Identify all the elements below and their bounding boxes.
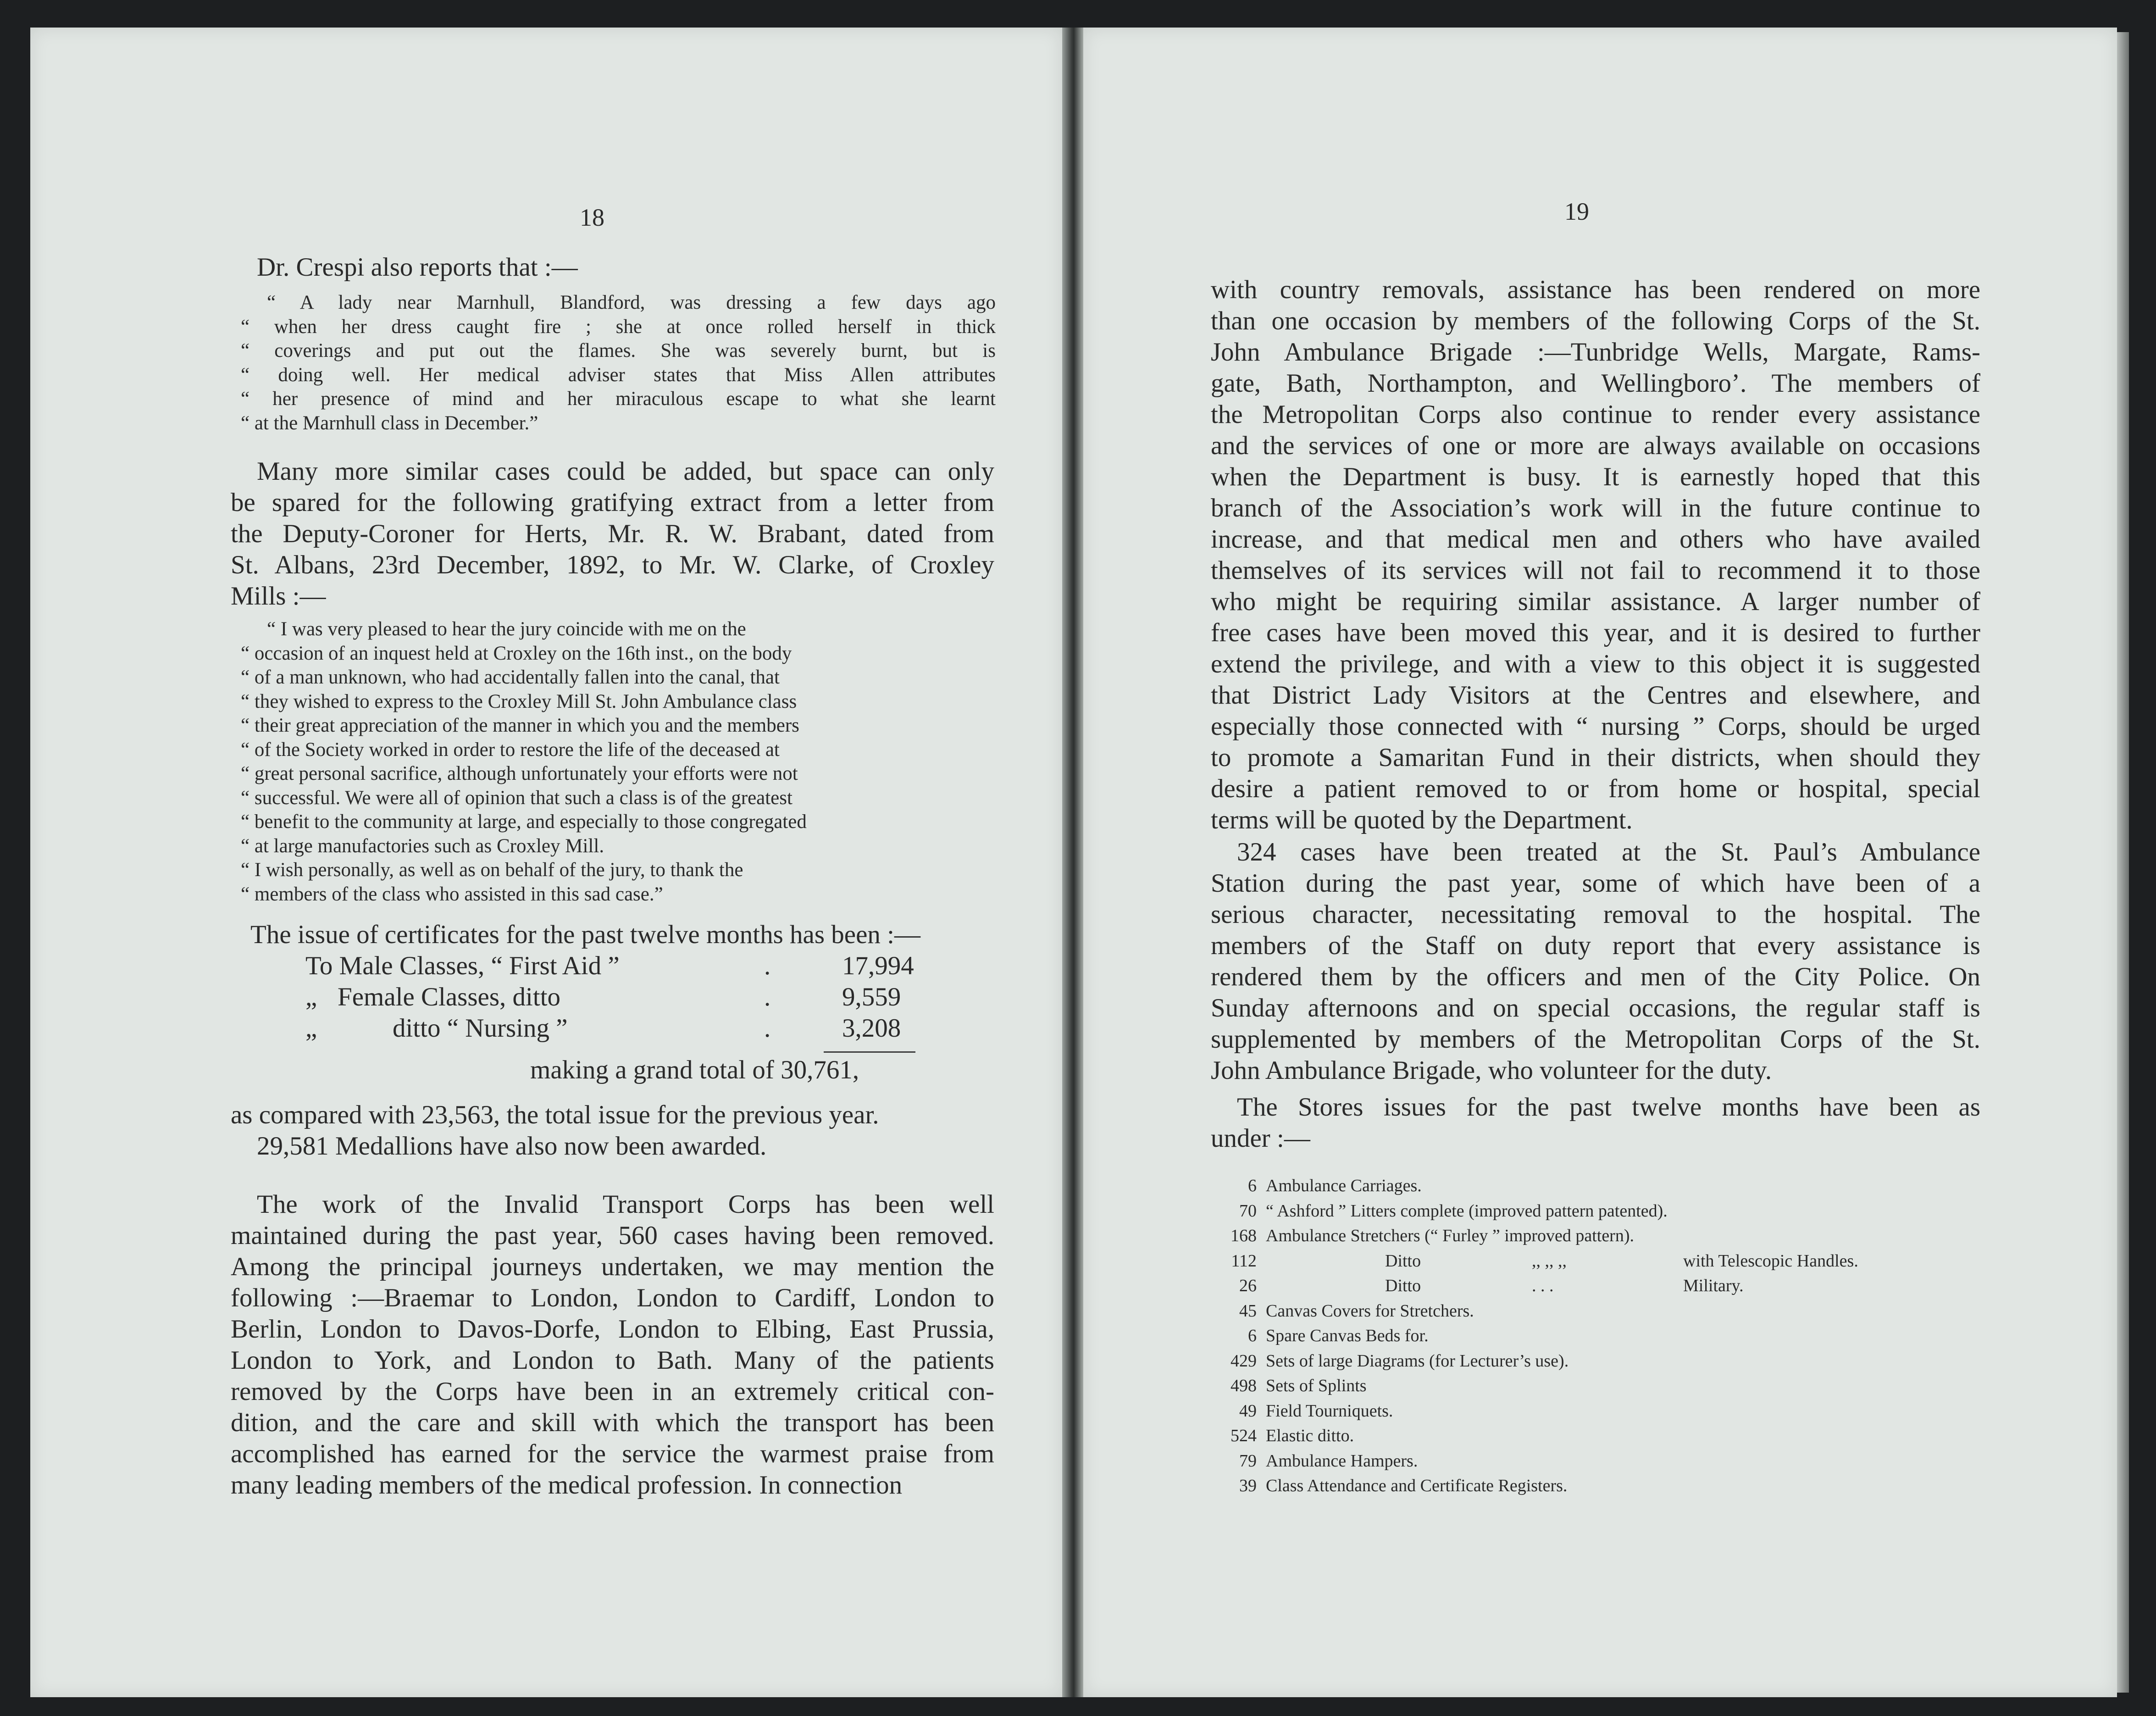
text-line: Sunday afternoons and on special occasions, the regular staff is — [1211, 994, 1980, 1022]
text-line: John Ambulance Brigade, who volunteer for the duty. — [1211, 1056, 1772, 1085]
row-value: 17,994 — [842, 951, 914, 980]
paragraph — [1211, 837, 1980, 1086]
stores-item — [1211, 1299, 1990, 1324]
stores-label: Sets of Splints — [1266, 1376, 1367, 1395]
text-line: Mills :— — [231, 582, 326, 611]
stores-label: Elastic ditto. — [1266, 1426, 1354, 1445]
text-line: when the Department is busy. It is earnestly hoped that this — [1211, 462, 1980, 491]
stores-note: with Telescopic Handles. — [1683, 1251, 1858, 1271]
stores-item — [1211, 1423, 1990, 1449]
text-line: “ at the Marnhull class in December.” — [241, 412, 538, 434]
text-line: increase, and that medical men and others who have availed — [1211, 525, 1980, 554]
text-line: than one occasion by members of the following Corps of the St. — [1211, 306, 1980, 335]
stores-item — [1211, 1473, 1990, 1499]
text-line: gate, Bath, Northampton, and Wellingboro’. The members of — [1211, 369, 1980, 398]
stores-qty: 79 — [1239, 1451, 1257, 1471]
medallions — [257, 1131, 766, 1162]
paragraph — [1211, 274, 1980, 836]
page-number: 19 — [1564, 198, 1589, 225]
stores-label: “ Ashford ” Litters complete (improved pattern patented). — [1266, 1201, 1668, 1221]
text-line: be spared for the following gratifying extract from a letter from — [231, 488, 994, 517]
text-line: dition, and the care and skill with which the transport has been — [231, 1408, 994, 1437]
text-line: 29,581 Medallions have also now been awarded. — [257, 1132, 767, 1161]
stores-qty: 6 — [1248, 1176, 1257, 1195]
certificate-row — [305, 950, 948, 982]
text-line: “ benefit to the community at large, and especially to those congregated — [241, 811, 807, 833]
comparison — [231, 1100, 879, 1131]
stores-label: Ditto — [1385, 1276, 1421, 1295]
text-line: Among the principal journeys undertaken, we may mention the — [231, 1252, 994, 1281]
ditto-marks: . . . — [1532, 1276, 1554, 1295]
stores-label: Ambulance Carriages. — [1266, 1176, 1422, 1195]
text-line: “ members of the class who assisted in this sad case.” — [241, 883, 663, 905]
row-value: 9,559 — [842, 983, 901, 1011]
stores-qty: 70 — [1239, 1201, 1257, 1221]
text-line: Dr. Crespi also reports that :— — [257, 253, 578, 282]
text-line: and the services of one or more are always available on occasions — [1211, 431, 1980, 460]
text-line: free cases have been moved this year, and it is desired to further — [1211, 618, 1980, 647]
ditto-marks: ,, ,, ,, — [1532, 1251, 1567, 1271]
paragraph — [231, 456, 994, 612]
text-line: making a grand total of 30,761, — [530, 1055, 859, 1084]
stores-qty: 112 — [1231, 1251, 1257, 1271]
page-number: 18 — [580, 204, 604, 231]
certificate-row — [305, 1013, 948, 1044]
stores-label: Class Attendance and Certificate Registers. — [1266, 1476, 1568, 1495]
stores-qty: 429 — [1230, 1351, 1257, 1371]
text-line: “ of the Society worked in order to restore the life of the deceased at — [241, 739, 780, 761]
certificates-intro — [250, 919, 920, 950]
stores-label: Sets of large Diagrams (for Lecturer’s use). — [1266, 1351, 1569, 1371]
text-line: supplemented by members of the Metropolitan Corps of the St. — [1211, 1025, 1980, 1054]
certificate-row — [305, 982, 948, 1013]
text-line: members of the Staff on duty report that every assistance is — [1211, 931, 1980, 960]
stores-intro — [1211, 1092, 1980, 1154]
stores-note: Military. — [1683, 1276, 1744, 1295]
text-line: “ successful. We were all of opinion that such a class is of the greatest — [241, 787, 793, 809]
stores-qty: 39 — [1239, 1476, 1257, 1495]
stores-item — [1211, 1199, 1990, 1224]
stores-list — [1211, 1173, 1990, 1499]
text-line: with country removals, assistance has been rendered on more — [1211, 275, 1980, 304]
text-line: as compared with 23,563, the total issue for the previous year. — [231, 1100, 879, 1129]
text-line: “ when her dress caught fire ; she at once rolled herself in thick — [241, 316, 996, 338]
stores-label: Ditto — [1385, 1251, 1421, 1271]
stores-qty: 26 — [1239, 1276, 1257, 1295]
stores-label: Ambulance Hampers. — [1266, 1451, 1418, 1471]
stores-label: Field Tourniquets. — [1266, 1401, 1393, 1421]
paragraph — [231, 1189, 994, 1501]
grand-total — [530, 1055, 859, 1086]
stores-item — [1211, 1349, 1990, 1374]
text-line: The issue of certificates for the past twelve months has been :— — [250, 920, 920, 949]
right-page — [1083, 28, 2117, 1697]
stores-item — [1211, 1323, 1990, 1349]
text-line: “ I was very pleased to hear the jury coincide with me on the — [267, 618, 746, 640]
stores-qty: 49 — [1239, 1401, 1257, 1421]
row-label: Female Classes, ditto — [338, 983, 561, 1011]
stores-item — [1211, 1273, 1990, 1299]
stores-qty: 45 — [1239, 1301, 1257, 1321]
intro-line — [257, 252, 578, 283]
text-line: accomplished has earned for the service the warmest praise from — [231, 1439, 994, 1468]
stores-qty: 524 — [1230, 1426, 1257, 1445]
text-line: following :—Braemar to London, London to Cardiff, London to — [231, 1283, 994, 1312]
stores-qty: 6 — [1248, 1326, 1257, 1345]
text-line: London to York, and London to Bath. Many of the patients — [231, 1346, 994, 1375]
row-prefix: „ — [305, 1014, 317, 1043]
stores-label: Spare Canvas Beds for. — [1266, 1326, 1429, 1345]
text-line: the Deputy-Coroner for Herts, Mr. R. W. Brabant, dated from — [231, 519, 994, 548]
text-line: extend the privilege, and with a view to this object it is suggested — [1211, 650, 1980, 678]
text-line: branch of the Association’s work will in the future continue to — [1211, 494, 1980, 522]
text-line: 324 cases have been treated at the St. Paul’s Ambulance — [1237, 838, 1980, 866]
text-line: The work of the Invalid Transport Corps has been well — [257, 1190, 994, 1219]
text-line: “ her presence of mind and her miraculous escape to what she learnt — [241, 388, 996, 410]
text-line: desire a patient removed to or from home or hospital, special — [1211, 774, 1980, 803]
text-line: especially those connected with “ nursing ” Corps, should be urged — [1211, 712, 1980, 741]
text-line: St. Albans, 23rd December, 1892, to Mr. W. Clarke, of Croxley — [231, 550, 994, 579]
text-line: “ coverings and put out the flames. She was severely burnt, but is — [241, 340, 996, 361]
text-line: terms will be quoted by the Department. — [1211, 805, 1633, 834]
stores-item — [1211, 1223, 1990, 1249]
row-dot: . — [764, 951, 771, 980]
text-line: “ they wished to express to the Croxley Mill St. John Ambulance class — [241, 690, 797, 712]
text-line: Station during the past year, some of which have been of a — [1211, 869, 1980, 898]
left-page — [30, 28, 1062, 1697]
text-line: “ great personal sacrifice, although unfortunately your efforts were not — [241, 763, 798, 784]
text-line: maintained during the past year, 560 cases having been removed. — [231, 1221, 994, 1250]
text-line: John Ambulance Brigade :—Tunbridge Wells, Margate, Rams- — [1211, 338, 1980, 367]
row-dot: . — [764, 983, 771, 1011]
stores-label: Ambulance Stretchers (“ Furley ” improved pattern). — [1266, 1226, 1634, 1245]
stores-item — [1211, 1399, 1990, 1424]
row-label: ditto “ Nursing ” — [393, 1014, 568, 1043]
text-line: “ their great appreciation of the manner in which you and the members — [241, 715, 799, 736]
page-edge — [2117, 32, 2129, 1693]
total-rule — [824, 1051, 915, 1053]
text-line: “ at large manufactories such as Croxley Mill. — [241, 835, 604, 857]
text-line: “ occasion of an inquest held at Croxley on the 16th inst., on the body — [241, 642, 792, 664]
text-line: Many more similar cases could be added, but space can only — [257, 457, 994, 486]
text-line: The Stores issues for the past twelve months have been as — [1237, 1093, 1980, 1122]
text-line: Berlin, London to Davos-Dorfe, London to Elbing, East Prussia, — [231, 1315, 994, 1344]
text-line: “ doing well. Her medical adviser states that Miss Allen attributes — [241, 364, 996, 386]
text-line: rendered them by the officers and men of the City Police. On — [1211, 962, 1980, 991]
text-line: themselves of its services will not fail to recommend it to those — [1211, 556, 1980, 585]
text-line: “ of a man unknown, who had accidentally fallen into the canal, that — [241, 666, 780, 688]
stores-item — [1211, 1373, 1990, 1399]
stores-item — [1211, 1449, 1990, 1474]
stores-qty: 498 — [1230, 1376, 1257, 1395]
text-line: under :— — [1211, 1124, 1310, 1153]
quote-block — [241, 617, 996, 906]
text-line: that District Lady Visitors at the Centres and elsewhere, and — [1211, 681, 1980, 710]
book-spine — [1062, 28, 1083, 1697]
stores-item — [1211, 1249, 1990, 1274]
text-line: the Metropolitan Corps also continue to render every assistance — [1211, 400, 1980, 429]
row-prefix: „ — [305, 983, 317, 1011]
text-line: to promote a Samaritan Fund in their districts, when should they — [1211, 743, 1980, 772]
text-line: many leading members of the medical profession. In connection — [231, 1471, 903, 1499]
text-line: “ A lady near Marnhull, Blandford, was dressing a few days ago — [267, 292, 996, 313]
row-value: 3,208 — [842, 1014, 901, 1043]
text-line: “ I wish personally, as well as on behalf of the jury, to thank the — [241, 859, 743, 881]
row-dot: . — [764, 1014, 771, 1043]
row-label: To Male Classes, “ First Aid ” — [305, 951, 620, 980]
quote-block — [241, 291, 996, 435]
text-line: serious character, necessitating removal to the hospital. The — [1211, 900, 1980, 929]
text-line: removed by the Corps have been in an extremely critical con- — [231, 1377, 994, 1406]
text-line: who might be requiring similar assistance. A larger number of — [1211, 587, 1980, 616]
certificates-table — [305, 950, 948, 1044]
stores-qty: 168 — [1230, 1226, 1257, 1245]
stores-item — [1211, 1173, 1990, 1199]
stores-label: Canvas Covers for Stretchers. — [1266, 1301, 1474, 1321]
